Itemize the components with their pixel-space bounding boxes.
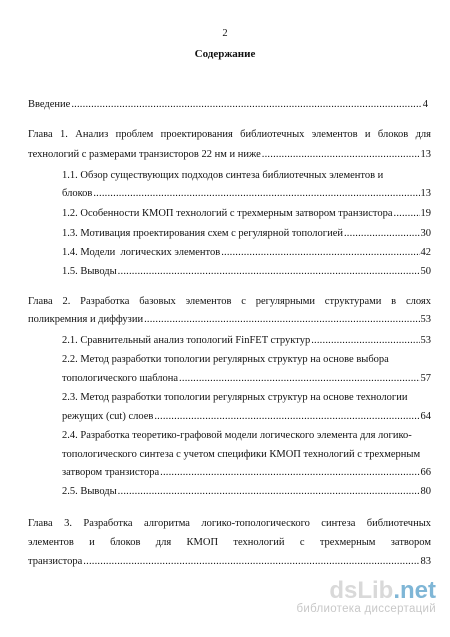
page-number: 2 bbox=[222, 28, 228, 39]
toc-chapter-1[interactable] bbox=[28, 149, 431, 161]
toc-section-2-4-line1[interactable]: 2.4. Разработка теоретико-графовой модели логического элемента для логико- bbox=[62, 430, 412, 441]
toc-entry-text: 1.2. Особенности КМОП технологий с трехмерным затвором транзистора bbox=[62, 208, 393, 219]
leader-dots bbox=[179, 373, 419, 385]
toc-section-2-4-line2[interactable]: топологического синтеза с учетом специфики КМОП технологий с трехмерным bbox=[62, 449, 421, 460]
toc-chapter-2[interactable] bbox=[28, 314, 431, 326]
leader-dots bbox=[160, 467, 419, 479]
toc-title: Содержание bbox=[194, 48, 256, 60]
toc-page-number: 13 bbox=[420, 188, 431, 199]
toc-page-number: 19 bbox=[420, 208, 431, 219]
toc-entry-text: 2.1. Сравнительный анализ топологий FinFET структур bbox=[62, 335, 311, 346]
toc-page-number: 4 bbox=[422, 99, 428, 110]
leader-dots bbox=[262, 149, 420, 161]
leader-dots bbox=[93, 188, 419, 200]
toc-entry-text: блоков bbox=[62, 188, 93, 199]
toc-entry-text: 2.5. Выводы bbox=[62, 486, 117, 497]
toc-page-number: 42 bbox=[420, 247, 431, 258]
toc-section-2-2-line1[interactable]: 2.2. Метод разработки топологии регулярных структур на основе выбора bbox=[62, 354, 389, 365]
leader-dots bbox=[118, 486, 420, 498]
leader-dots bbox=[221, 247, 419, 259]
toc-entry-text: топологического шаблона bbox=[62, 373, 179, 384]
watermark-logo: dsLib.net bbox=[329, 577, 436, 604]
toc-entry-text: Введение bbox=[28, 99, 71, 110]
toc-section-2-3-line1[interactable]: 2.3. Метод разработки топологии регулярных структур на основе технологии bbox=[62, 392, 408, 403]
toc-page-number: 57 bbox=[420, 373, 431, 384]
toc-page-number: 50 bbox=[420, 266, 431, 277]
toc-section-1-4[interactable] bbox=[62, 247, 431, 259]
leader-dots bbox=[154, 411, 419, 423]
toc-section-1-2[interactable] bbox=[62, 208, 431, 220]
toc-page-number: 53 bbox=[420, 314, 431, 325]
toc-page-number: 30 bbox=[420, 228, 431, 239]
toc-section-2-1[interactable] bbox=[62, 335, 431, 347]
toc-section-1-1[interactable] bbox=[62, 188, 431, 200]
toc-chapter-1-line1[interactable]: Глава 1. Анализ проблем проектирования библиотечных элементов и блоков для bbox=[28, 129, 431, 140]
toc-section-1-1-line1[interactable]: 1.1. Обзор существующих подходов синтеза библиотечных элементов и bbox=[62, 170, 384, 181]
toc-page-number: 13 bbox=[420, 149, 431, 160]
toc-entry-intro[interactable] bbox=[28, 99, 428, 111]
toc-section-1-3[interactable] bbox=[62, 228, 431, 240]
toc-section-2-3[interactable] bbox=[62, 411, 431, 423]
toc-page-number: 53 bbox=[420, 335, 431, 346]
toc-entry-text: затвором транзистора bbox=[62, 467, 160, 478]
toc-section-2-5[interactable] bbox=[62, 486, 431, 498]
toc-section-2-4[interactable] bbox=[62, 467, 431, 479]
watermark bbox=[296, 579, 436, 615]
leader-dots bbox=[83, 556, 419, 568]
toc-section-1-5[interactable] bbox=[62, 266, 431, 278]
toc-page-number: 66 bbox=[420, 467, 431, 478]
toc-entry-text: транзистора bbox=[28, 556, 83, 567]
toc-entry-text: 1.4. Модели логических элементов bbox=[62, 247, 221, 258]
leader-dots bbox=[344, 228, 420, 240]
leader-dots bbox=[144, 314, 419, 326]
toc-page-number: 80 bbox=[420, 486, 431, 497]
toc-entry-text: технологий с размерами транзисторов 22 нм и ниже bbox=[28, 149, 261, 160]
leader-dots bbox=[71, 99, 421, 111]
toc-entry-text: режущих (cut) слоев bbox=[62, 411, 154, 422]
toc-section-2-2[interactable] bbox=[62, 373, 431, 385]
toc-entry-text: поликремния и диффузии bbox=[28, 314, 144, 325]
leader-dots bbox=[311, 335, 419, 347]
toc-chapter-3-line2[interactable]: элементов и блоков для КМОП технологий с трехмерным затвором bbox=[28, 537, 431, 548]
toc-page-number: 83 bbox=[420, 556, 431, 567]
toc-entry-text: 1.5. Выводы bbox=[62, 266, 117, 277]
toc-page-number: 64 bbox=[420, 411, 431, 422]
watermark-subtitle: библиотека диссертаций bbox=[296, 603, 436, 615]
toc-entry-text: 1.3. Мотивация проектирования схем с регулярной топологией bbox=[62, 228, 343, 239]
toc-chapter-2-line1[interactable]: Глава 2. Разработка базовых элементов с регулярными структурами в слоях bbox=[28, 296, 431, 307]
leader-dots bbox=[394, 208, 420, 220]
toc-chapter-3-line1[interactable]: Глава 3. Разработка алгоритма логико-топологического синтеза библиотечных bbox=[28, 518, 431, 529]
leader-dots bbox=[118, 266, 420, 278]
toc-chapter-3[interactable] bbox=[28, 556, 431, 568]
